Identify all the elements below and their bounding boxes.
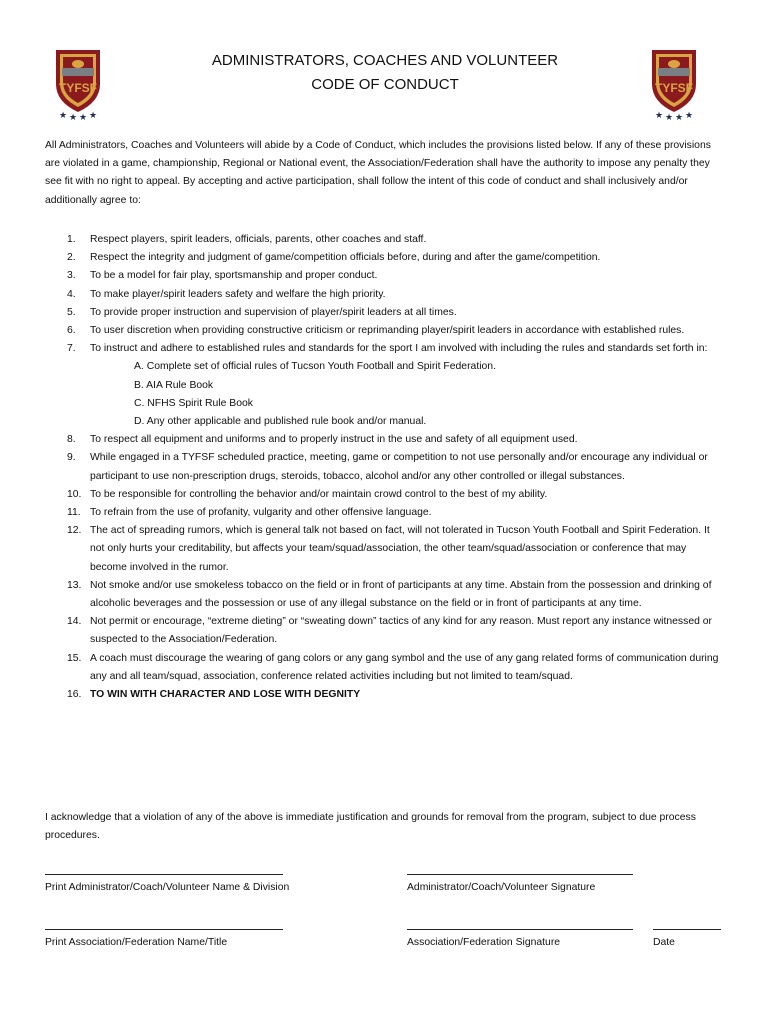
list-item xyxy=(45,522,725,577)
svg-text:★: ★ xyxy=(665,112,674,122)
title-line-1: ADMINISTRATORS, COACHES AND VOLUNTEER xyxy=(211,52,559,69)
list-item xyxy=(45,577,725,613)
acknowledgement-paragraph: I acknowledge that a violation of any of the above is immediate justification and grounds for removal from the program, subject to due process procedures. xyxy=(45,812,696,842)
list-item-number: 6. xyxy=(67,325,76,337)
list-item-number: 14. xyxy=(67,616,82,628)
list-item-number: 1. xyxy=(67,234,76,245)
date-line[interactable] xyxy=(653,929,721,930)
svg-text:★: ★ xyxy=(89,110,98,120)
print-association-line[interactable] xyxy=(45,929,283,930)
print-name-label: Print Administrator/Coach/Volunteer Name & Division xyxy=(45,882,290,893)
sub-list-item: C. NFHS Spirit Rule Book xyxy=(134,397,253,409)
list-item xyxy=(45,267,725,285)
list-item-text: To be responsible for controlling the behavior and/or maintain crowd control to the best of my ability. xyxy=(90,488,548,500)
list-item xyxy=(45,449,725,485)
svg-text:★: ★ xyxy=(685,110,694,120)
svg-text:★: ★ xyxy=(655,110,664,120)
list-item-text: Respect the integrity and judgment of game/competition officials before, during and after the game/competition. xyxy=(90,252,601,264)
list-item-number: 15. xyxy=(67,652,82,664)
svg-text:★: ★ xyxy=(59,110,68,120)
sub-list-item: D. Any other applicable and published rule book and/or manual. xyxy=(134,416,427,428)
list-item-number: 8. xyxy=(67,434,76,446)
list-item-text: A coach must discourage the wearing of gang colors or any gang symbol and the use of any gang related forms of communication during any and all team/squad, association, conference related activities including but not limited to team/squad. xyxy=(90,652,719,682)
signature-label: Administrator/Coach/Volunteer Signature xyxy=(407,882,596,893)
intro-paragraph: All Administrators, Coaches and Volunteers will abide by a Code of Conduct, which includes the provisions listed below. If any of these provisions are violated in a game, championship, Regional or National event, the Association/Federation shall have the authority to impose any penalty they see fit with no right to appeal. By accepting and active participation, shall follow the intent of this code of conduct and shall inclusively and/or additionally agree to: xyxy=(45,140,711,206)
logo-text: TYFSF xyxy=(655,81,693,95)
list-item-number: 12. xyxy=(67,525,82,537)
list-item-number: 2. xyxy=(67,252,76,264)
conduct-list xyxy=(45,231,725,704)
list-item xyxy=(45,650,725,686)
list-item-number: 3. xyxy=(67,270,76,282)
list-item xyxy=(45,231,725,249)
sub-list-item: A. Complete set of official rules of Tucson Youth Football and Spirit Federation. xyxy=(134,361,496,373)
list-item-text: Respect players, spirit leaders, officials, parents, other coaches and staff. xyxy=(90,234,427,245)
list-item xyxy=(45,613,725,649)
list-item-text: While engaged in a TYFSF scheduled practice, meeting, game or competition to not use personally and/or encourage any individual or participant to use non-prescription drugs, steroids, tobacco, alcohol and/or any other controlled or illegal substances. xyxy=(90,452,708,482)
sub-list-item: B. AIA Rule Book xyxy=(134,379,214,391)
list-item xyxy=(45,249,725,267)
print-name-line[interactable] xyxy=(45,874,283,875)
signature-line[interactable] xyxy=(407,874,633,875)
list-item xyxy=(45,304,725,322)
list-item xyxy=(45,504,725,522)
list-item-text: To make player/spirit leaders safety and welfare the high priority. xyxy=(90,288,386,300)
print-association-label: Print Association/Federation Name/Title xyxy=(45,937,228,948)
list-item-number: 7. xyxy=(67,343,76,355)
association-signature-line[interactable] xyxy=(407,929,633,930)
list-item-text: To be a model for fair play, sportsmanship and proper conduct. xyxy=(90,270,378,282)
list-item-number: 16. xyxy=(67,689,82,701)
list-item xyxy=(45,340,725,431)
page-title xyxy=(0,49,770,97)
sub-list xyxy=(90,358,725,431)
svg-text:★: ★ xyxy=(675,112,684,122)
list-item xyxy=(45,322,725,340)
list-item-text: Not permit or encourage, “extreme dieting” or “sweating down” tactics of any kind for any reason. Must report any instance witnessed or suspected to the Association/Federation. xyxy=(90,616,712,646)
list-item-text: To provide proper instruction and supervision of player/spirit leaders at all times. xyxy=(90,306,457,318)
list-item-number: 9. xyxy=(67,452,76,464)
list-item-text: The act of spreading rumors, which is general talk not based on fact, will not tolerated in Tucson Youth Football and Spirit Federation. It not only hurts your creditability, but affects your team/squad/association, the other team/squad/association or conference that may become involved in the rumor. xyxy=(90,525,710,573)
logo-text: TYFSF xyxy=(59,81,97,95)
list-item-number: 11. xyxy=(67,507,81,519)
list-item-text: TO WIN WITH CHARACTER AND LOSE WITH DEGNITY xyxy=(90,689,361,701)
list-item-text: To refrain from the use of profanity, vulgarity and other offensive language. xyxy=(90,507,432,519)
list-item xyxy=(45,686,725,704)
list-item-number: 5. xyxy=(67,306,76,318)
list-item xyxy=(45,431,725,449)
list-item-text: Not smoke and/or use smokeless tobacco on the field or in front of participants at any time. Abstain from the possession and drinking of alcoholic beverages and the possession or use of any illegal substance on the field or in front of participants at any time. xyxy=(90,579,712,610)
association-signature-label: Association/Federation Signature xyxy=(407,937,561,948)
list-item-text: To user discretion when providing constructive criticism or reprimanding player/spirit leaders in accordance with established rules. xyxy=(90,325,685,337)
list-item-text: To instruct and adhere to established rules and standards for the sport I am involved with including the rules and standards set forth in: xyxy=(90,343,708,355)
svg-text:★: ★ xyxy=(69,112,78,122)
list-item-number: 13. xyxy=(67,579,82,591)
list-item xyxy=(45,486,725,504)
list-item-number: 4. xyxy=(67,288,76,300)
date-label: Date xyxy=(653,937,675,948)
list-item xyxy=(45,286,725,304)
title-line-2: CODE OF CONDUCT xyxy=(311,76,459,93)
list-item-text: To respect all equipment and uniforms and to properly instruct in the use and safety of all equipment used. xyxy=(90,434,578,446)
list-item-number: 10. xyxy=(67,488,82,500)
svg-text:★: ★ xyxy=(79,112,88,122)
